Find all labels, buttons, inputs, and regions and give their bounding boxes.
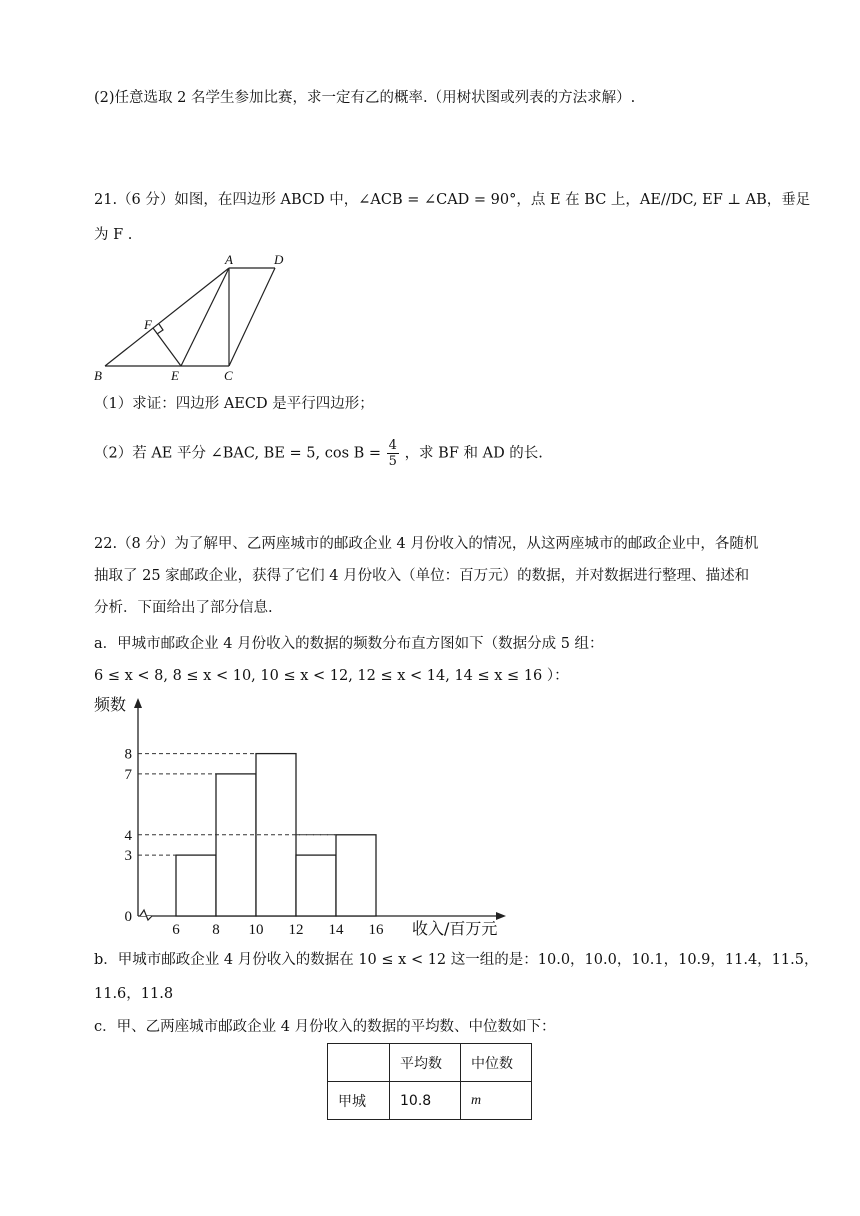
label-D: D: [274, 252, 284, 267]
x-axis-title: 收入/百万元: [412, 919, 498, 938]
table-header-cell: [328, 1044, 390, 1082]
q22-statement-line2: 抽取了 25 家邮政企业，获得了它们 4 月份收入（单位：百万元）的数据，并对数据进行整理、描述和: [94, 568, 750, 584]
histogram-bar: [336, 835, 376, 916]
q22-item-b-line2: 11.6，11.8: [94, 986, 174, 1002]
label-E: E: [171, 368, 179, 383]
y-tick-label: 7: [124, 766, 132, 783]
q21-part1: （1）求证：四边形 AECD 是平行四边形；: [94, 396, 374, 412]
table-cell: 甲城: [328, 1082, 390, 1120]
table-row: [328, 1082, 532, 1120]
label-F: F: [144, 317, 152, 332]
q21-part2-suffix: ，求 BF 和 AD 的长.: [404, 445, 543, 462]
segment-AE: [181, 268, 229, 366]
q22-item-a-line1: a．甲城市邮政企业 4 月份收入的数据的频数分布直方图如下（数据分成 5 组：: [94, 636, 604, 652]
table-header-row: [328, 1044, 532, 1082]
histogram-bar: [176, 855, 216, 916]
q21-statement-line2: 为 F .: [94, 227, 133, 243]
table-cell: 10.8: [390, 1082, 461, 1120]
q22-statement-line1: 22.（8 分）为了解甲、乙两座城市的邮政企业 4 月份收入的情况，从这两座城市的邮政企业中，各随机: [94, 536, 759, 552]
histogram-bar: [296, 855, 336, 916]
x-tick-label: 16: [368, 922, 384, 938]
y-tick-label: 0: [124, 909, 132, 925]
frequency-histogram: [90, 692, 520, 942]
x-tick-label: 10: [248, 922, 264, 938]
q22-item-b-line1: b．甲城市邮政企业 4 月份收入的数据在 10 ≤ x < 12 这一组的是：10.0，10.0，10.1，10.9，11.4，11.5，: [94, 952, 819, 968]
histogram-bar: [216, 774, 256, 916]
x-tick-label: 8: [212, 922, 220, 938]
segment-BA: [105, 268, 229, 366]
q20-part2: (2)任意选取 2 名学生参加比赛，求一定有乙的概率.（用树状图或列表的方法求解）.: [94, 90, 636, 106]
stats-table: [327, 1043, 532, 1120]
axis-break-mark: [140, 910, 152, 920]
q22-item-a-line2: 6 ≤ x < 8, 8 ≤ x < 10, 10 ≤ x < 12, 12 ≤ x < 14, 14 ≤ x ≤ 16 ）：: [94, 668, 569, 684]
y-tick-label: 8: [124, 746, 132, 763]
y-tick-label: 4: [124, 827, 132, 844]
q21-geometry-figure: [88, 250, 308, 385]
q21-statement-line1: 21.（6 分）如图，在四边形 ABCD 中，∠ACB = ∠CAD = 90°，点 E 在 BC 上，AE//DC, EF ⊥ AB，垂足: [94, 192, 811, 208]
label-A: A: [225, 252, 233, 267]
label-C: C: [224, 368, 233, 383]
fraction-numerator: 4: [388, 438, 397, 453]
x-axis-arrow: [496, 912, 506, 920]
q22-item-c-line1: c．甲、乙两座城市邮政企业 4 月份收入的数据的平均数、中位数如下：: [94, 1019, 556, 1035]
table-header-cell: 平均数: [390, 1044, 461, 1082]
q21-part2-prefix: （2）若 AE 平分 ∠BAC, BE = 5, cos B =: [94, 445, 382, 462]
table-cell: m: [461, 1082, 532, 1120]
q22-statement-line3: 分析．下面给出了部分信息.: [94, 600, 273, 616]
q21-part2: [94, 438, 543, 469]
x-tick-label: 6: [172, 922, 180, 938]
fraction-denominator: 5: [388, 454, 397, 469]
table-header-cell: 中位数: [461, 1044, 532, 1082]
segment-DC: [229, 268, 275, 366]
x-tick-label: 12: [288, 922, 304, 938]
histogram-bar: [256, 754, 296, 916]
right-angle-mark-F: [157, 324, 163, 334]
y-axis-arrow: [134, 698, 142, 708]
x-tick-label: 14: [328, 922, 344, 938]
cos-fraction: [387, 438, 399, 469]
label-B: B: [94, 368, 102, 383]
y-tick-label: 3: [124, 848, 132, 865]
y-axis-title: 频数: [94, 695, 127, 714]
